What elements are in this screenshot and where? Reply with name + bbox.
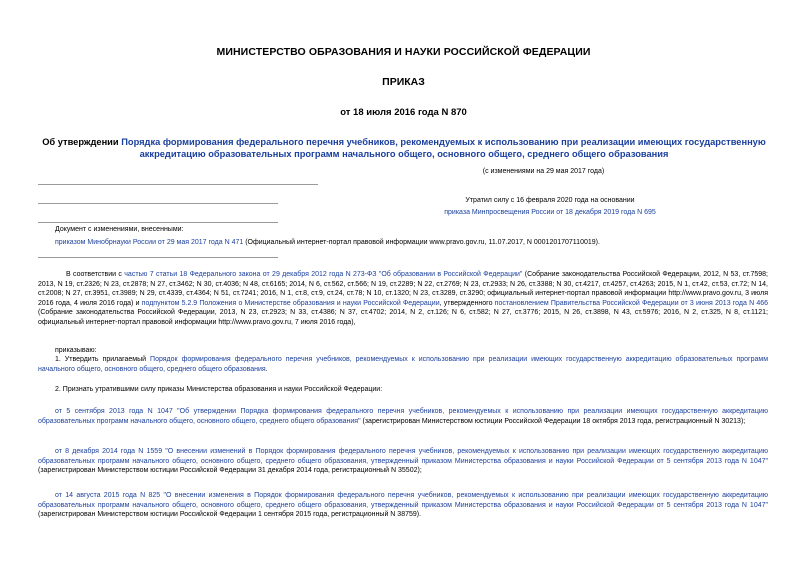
divider: [38, 222, 278, 223]
divider: [38, 257, 278, 258]
amendment-link[interactable]: приказом Минобрнауки России от 29 мая 2017 года N 471: [55, 239, 244, 246]
document-title: [30, 136, 778, 160]
repealed-order-tail: (зарегистрирован Министерством юстиции Российской Федерации 1 сентября 2015 года, регистрационный N 38759).: [38, 511, 422, 518]
doc-type-heading: ПРИКАЗ: [382, 76, 425, 88]
divider: [38, 203, 278, 204]
decree-link[interactable]: постановлением Правительства Российской Федерации от 3 июня 2013 года N 466: [494, 299, 769, 307]
repeal-note: [380, 195, 720, 219]
repealed-order-link[interactable]: от 5 сентября 2013 года N 1047 "Об утверждении Порядка формирования федерального перечня учебников, рекомендуемых к использованию при реализации имеющих государственную аккредитацию образовательных программ начального общего, основного общего, среднего общего образования": [38, 408, 768, 425]
repealed-order-2: [38, 447, 768, 476]
repealed-order-tail: (зарегистрирован Министерством юстиции Российской Федерации 31 декабря 2014 года, регистрационный N 35502);: [38, 467, 422, 474]
date-number-heading: от 18 июля 2016 года N 870: [340, 107, 467, 118]
preamble-text: , утвержденного: [439, 299, 495, 307]
ministry-heading: МИНИСТЕРСТВО ОБРАЗОВАНИЯ И НАУКИ РОССИЙСКОЙ ФЕДЕРАЦИИ: [216, 46, 591, 58]
editions-note: (с изменениями на 29 мая 2017 года): [482, 168, 605, 175]
preamble-paragraph: [38, 270, 768, 327]
amendment-tail: (Официальный интернет-портал правовой информации www.pravo.gov.ru, 11.07.2017, N 0001201707110019).: [243, 239, 600, 246]
preamble-text: (Собрание законодательства Российской Федерации, 2013, N 23, ст.2923; N 33, ст.4386; N 37, ст.4702; 2014, N 2, ст.126; N 6, ст.582; N 27, ст.3776; 2015, N 26, ст.3898, N 43, ст.5976; 2016, N 2, ст.325, N 8, ст.1121; официальный интернет-портал правовой информации http://www.pravo.gov.ru, 7 июля 2016 года),: [38, 309, 768, 326]
amendments-label: Документ с изменениями, внесенными:: [55, 226, 184, 233]
regulation-link[interactable]: подпунктом 5.2.9 Положения о Министерстве образования и науки Российской Федерации: [141, 299, 440, 307]
item1-suffix: .: [265, 365, 268, 373]
order-word: приказываю:: [55, 347, 97, 354]
title-link[interactable]: Порядка формирования федерального перечня учебников, рекомендуемых к использованию при реализации имеющих государственную аккредитацию образовательных программ начального общего, основного общего, среднего общего образования: [121, 137, 766, 159]
amendments-line: [55, 238, 775, 248]
repeal-link[interactable]: приказа Минпросвещения России от 18 декабря 2019 года N 695: [444, 209, 656, 216]
preamble-text: (Собрание законодательства Российской Федерации, 2012, N 53, ст.7598; 2013, N 19, ст.2326; N 23, ст.2878; N 27, ст.3462; N 30, ст.4036; N 48, ст.6165; 2014, N 6, ст.562, ст.566; N 19, ст.2289; N 22, ст.2769; N 23, ст.2933; N 26, ст.3388; N 30, ст.4217, ст.4257, ст.4263; 2015, N 1, ст.42, ст.53, ст.72; N 14, ст.2008; N 27, ст.3951, ст.3989; N 29, ст.4339, ст.4364; N 51, ст.7241; 2016, N 1, ст.8, ст.9, ст.24, ст.78; N 10, ст.1320; N 23, ст.3289, ст.3290; официальный интернет-портал правовой информации http://www.pravo.gov.ru, 3 июля 2016 года, 4 июля 2016 года) и: [38, 271, 768, 307]
law-link[interactable]: частью 7 статьи 18 Федерального закона от 29 декабря 2012 года N 273-ФЗ "Об образовании в Российской Федерации": [124, 271, 523, 278]
repealed-order-3: [38, 491, 768, 520]
repealed-order-link[interactable]: от 14 августа 2015 года N 825 "О внесении изменения в Порядок формирования федерального перечня учебников, рекомендуемых к использованию при реализации имеющих государственную аккредитацию образовательных программ начального общего, основного общего, среднего общего образования, утвержденный приказом Министерства образования и науки Российской Федерации от 5 сентября 2013 года N 1047": [38, 492, 768, 509]
repealed-order-1: [38, 407, 768, 426]
repeal-text: Утратил силу с 16 февраля 2020 года на основании: [465, 197, 635, 204]
repealed-order-link[interactable]: от 8 декабря 2014 года N 1559 "О внесении изменений в Порядок формирования федерального перечня учебников, рекомендуемых к использованию при реализации имеющих государственную аккредитацию образовательных программ начального общего, основного общего, среднего общего образования, утвержденный приказом Министерства образования и науки Российской Федерации от 5 сентября 2013 года N 1047": [38, 448, 768, 465]
preamble-text: В соответствии с: [66, 271, 125, 278]
order-item-1: [38, 355, 768, 374]
order-item-2: 2. Признать утратившими силу приказы Министерства образования и науки Российской Федерации:: [55, 386, 383, 393]
repealed-order-tail: (зарегистрирован Министерством юстиции Российской Федерации 18 октября 2013 года, регистрационный N 30213);: [360, 417, 746, 425]
title-prefix: Об утверждении: [42, 137, 122, 147]
divider: [38, 184, 318, 185]
item1-prefix: 1. Утвердить прилагаемый: [55, 356, 151, 363]
procedure-link[interactable]: Порядок формирования федерального перечня учебников, рекомендуемых к использованию при реализации имеющих государственную аккредитацию образовательных программ начального общего, основного общего, среднего общего образования: [38, 356, 769, 373]
